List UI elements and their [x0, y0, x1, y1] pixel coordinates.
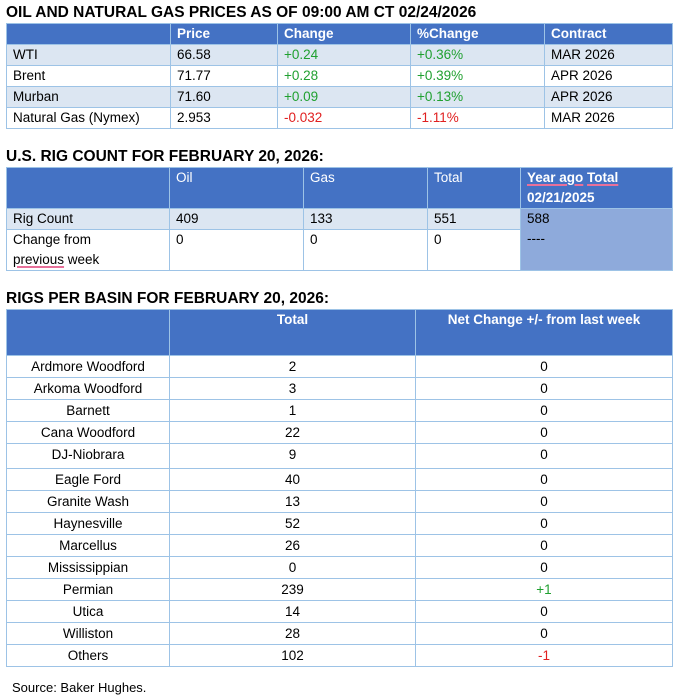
basin-total: 52: [170, 513, 416, 535]
rig-count-gas: 133: [304, 209, 428, 230]
table-row: [7, 645, 673, 667]
basin-change: 0: [416, 444, 673, 469]
prices-header-contract: Contract: [545, 24, 673, 45]
table-row: [7, 422, 673, 444]
basin-name: Cana Woodford: [7, 422, 170, 444]
table-row: [7, 356, 673, 378]
rig-count-header-oil: Oil: [170, 168, 304, 209]
basin-name: Barnett: [7, 400, 170, 422]
change-total: 0: [428, 230, 521, 271]
commodity-change: +0.09: [278, 87, 411, 108]
commodity-pct-change: +0.13%: [411, 87, 545, 108]
basin-change: 0: [416, 400, 673, 422]
commodity-name: Brent: [7, 66, 171, 87]
rig-count-header-year-ago: [521, 168, 673, 209]
basin-change: 0: [416, 513, 673, 535]
basin-total: 102: [170, 645, 416, 667]
basin-name: Ardmore Woodford: [7, 356, 170, 378]
table-row: [7, 378, 673, 400]
basin-name: Marcellus: [7, 535, 170, 557]
rig-count-header-blank: [7, 168, 170, 209]
rig-count-year-ago: [521, 209, 673, 271]
rig-count-title: U.S. RIG COUNT FOR FEBRUARY 20, 2026:: [6, 148, 324, 165]
basin-change: 0: [416, 557, 673, 579]
rig-count-header-total: Total: [428, 168, 521, 209]
commodity-change: +0.24: [278, 45, 411, 66]
change-gas: 0: [304, 230, 428, 271]
basin-change: -1: [416, 645, 673, 667]
commodity-contract: APR 2026: [545, 66, 673, 87]
basin-total: 0: [170, 557, 416, 579]
table-row: [7, 400, 673, 422]
table-row: [7, 601, 673, 623]
basin-change: 0: [416, 469, 673, 491]
basin-total: 22: [170, 422, 416, 444]
commodity-contract: MAR 2026: [545, 108, 673, 129]
prices-title: OIL AND NATURAL GAS PRICES AS OF 09:00 AM CT 02/24/2026: [6, 4, 477, 21]
basin-name: Permian: [7, 579, 170, 601]
rig-count-table: [6, 167, 673, 271]
basin-change: 0: [416, 356, 673, 378]
table-row: [7, 66, 673, 87]
change-oil: 0: [170, 230, 304, 271]
commodity-pct-change: -1.11%: [411, 108, 545, 129]
table-row: [7, 444, 673, 469]
commodity-price: 71.77: [171, 66, 278, 87]
basin-total: 2: [170, 356, 416, 378]
basin-header-total: Total: [170, 310, 416, 356]
table-row: [7, 469, 673, 491]
basin-total: 9: [170, 444, 416, 469]
commodity-name: Natural Gas (Nymex): [7, 108, 171, 129]
year-ago-total-label: Total: [587, 170, 619, 185]
rig-count-label: Rig Count: [7, 209, 170, 230]
commodity-contract: APR 2026: [545, 87, 673, 108]
basin-change: 0: [416, 422, 673, 444]
commodity-price: 71.60: [171, 87, 278, 108]
prices-header-pct: %Change: [411, 24, 545, 45]
basin-change: 0: [416, 378, 673, 400]
basin-total: 239: [170, 579, 416, 601]
basin-name: Others: [7, 645, 170, 667]
source-note: Source: Baker Hughes.: [12, 680, 147, 695]
prices-header-row: [7, 24, 673, 45]
rig-count-header-gas: Gas: [304, 168, 428, 209]
week-word: week: [64, 252, 100, 267]
prices-header-name: [7, 24, 171, 45]
basin-total: 28: [170, 623, 416, 645]
commodity-price: 66.58: [171, 45, 278, 66]
rig-count-total: 551: [428, 209, 521, 230]
basin-change: 0: [416, 491, 673, 513]
basin-change: +1: [416, 579, 673, 601]
rig-count-header-row: [7, 168, 673, 209]
prices-header-change: Change: [278, 24, 411, 45]
table-row: [7, 209, 673, 230]
rig-count-oil: 409: [170, 209, 304, 230]
year-ago-date: 02/21/2025: [527, 190, 595, 205]
table-row: [7, 108, 673, 129]
commodity-contract: MAR 2026: [545, 45, 673, 66]
year-ago-value: 588: [527, 211, 550, 226]
commodity-name: WTI: [7, 45, 171, 66]
commodity-price: 2.953: [171, 108, 278, 129]
basin-title: RIGS PER BASIN FOR FEBRUARY 20, 2026:: [6, 290, 329, 307]
basin-total: 13: [170, 491, 416, 513]
table-row: [7, 87, 673, 108]
basin-name: Eagle Ford: [7, 469, 170, 491]
change-label-line1: Change from: [13, 232, 92, 247]
table-row: [7, 557, 673, 579]
table-row: [7, 579, 673, 601]
prices-table: [6, 23, 673, 129]
basin-total: 14: [170, 601, 416, 623]
table-row: [7, 513, 673, 535]
basin-header-row: [7, 310, 673, 356]
table-row: [7, 535, 673, 557]
basin-total: 3: [170, 378, 416, 400]
basin-header-blank: [7, 310, 170, 356]
table-row: [7, 45, 673, 66]
change-label: [7, 230, 170, 271]
basin-name: Williston: [7, 623, 170, 645]
commodity-pct-change: +0.39%: [411, 66, 545, 87]
basin-name: Arkoma Woodford: [7, 378, 170, 400]
basin-change: 0: [416, 623, 673, 645]
basin-change: 0: [416, 601, 673, 623]
basin-table: [6, 309, 673, 667]
basin-total: 40: [170, 469, 416, 491]
table-row: [7, 623, 673, 645]
change-label-line2: [13, 250, 169, 270]
prices-header-price: Price: [171, 24, 278, 45]
basin-total: 26: [170, 535, 416, 557]
basin-name: Mississippian: [7, 557, 170, 579]
previous-word: previous: [13, 252, 65, 267]
year-ago-change: ----: [527, 231, 545, 246]
basin-total: 1: [170, 400, 416, 422]
basin-name: DJ-Niobrara: [7, 444, 170, 469]
commodity-change: -0.032: [278, 108, 411, 129]
basin-change: 0: [416, 535, 673, 557]
commodity-pct-change: +0.36%: [411, 45, 545, 66]
year-ago-label: Year ago: [527, 170, 584, 185]
commodity-change: +0.28: [278, 66, 411, 87]
table-row: [7, 491, 673, 513]
basin-header-net-change: Net Change +/- from last week: [416, 310, 673, 356]
basin-name: Haynesville: [7, 513, 170, 535]
commodity-name: Murban: [7, 87, 171, 108]
basin-name: Granite Wash: [7, 491, 170, 513]
basin-name: Utica: [7, 601, 170, 623]
